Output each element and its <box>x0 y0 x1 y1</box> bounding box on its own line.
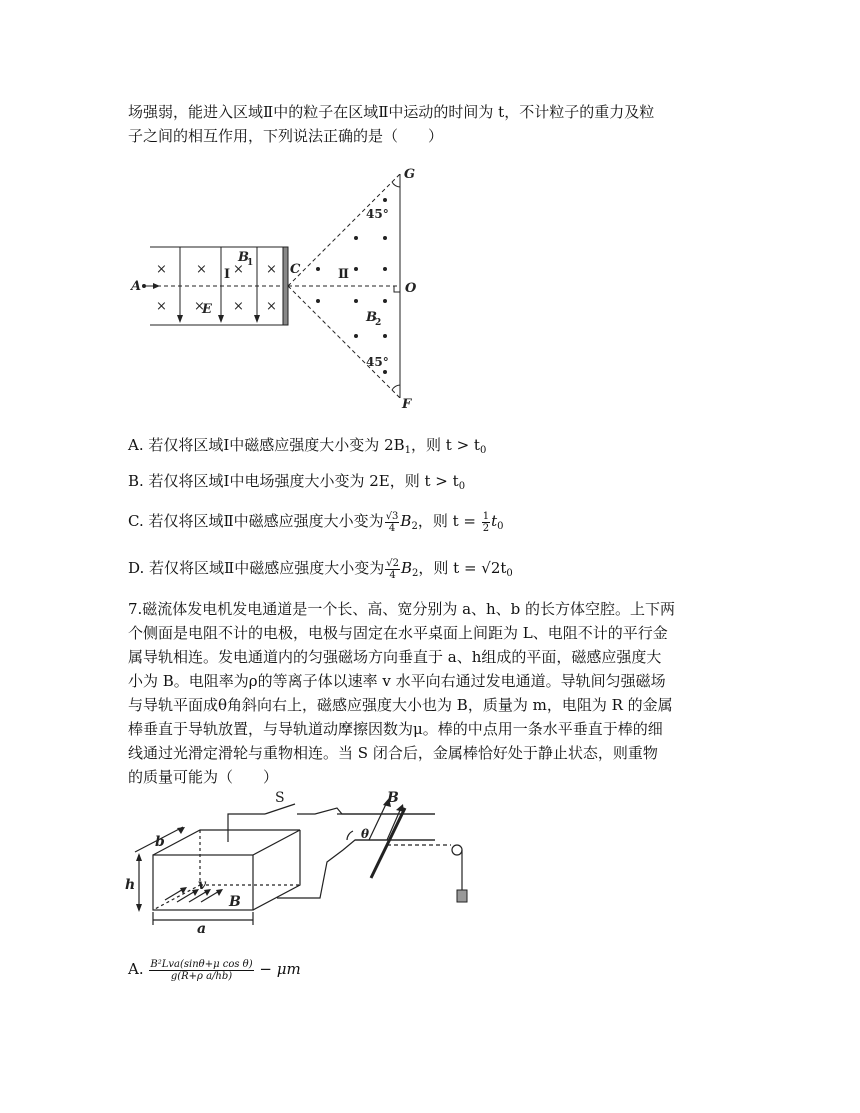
q7-line-7: 线通过光滑定滑轮与重物相连。当 S 闭合后，金属棒恰好处于静止状态，则重物 <box>128 744 658 762</box>
label-E: E <box>202 302 212 317</box>
svg-text:×: × <box>196 262 207 277</box>
q7-line-5: 与导轨平面成θ角斜向右上，磁感应强度大小也为 B，质量为 m，电阻为 R 的金属 <box>128 696 673 714</box>
q7-line-3: 属导轨相连。发电通道内的匀强磁场方向垂直于 a、h组成的平面，磁感应强度大 <box>128 648 662 666</box>
q7-line-8: 的质量可能为（ ） <box>128 768 279 786</box>
figure-fields-regions <box>120 160 440 415</box>
label-region-2: Ⅱ <box>338 267 349 282</box>
q7-line-1: 7.磁流体发电机发电通道是一个长、高、宽分别为 a、h、b 的长方体空腔。上下两 <box>128 600 676 618</box>
svg-text:×: × <box>266 262 277 277</box>
q7-line-4: 小为 B。电阻率为ρ的等离子体以速率 v 水平向右通过发电通道。导轨间匀强磁场 <box>128 672 666 690</box>
q7-line-6: 棒垂直于导轨放置，与导轨道动摩擦因数为μ。棒的中点用一条水平垂直于棒的细 <box>128 720 663 738</box>
intro-line-2: 子之间的相互作用，下列说法正确的是（ ） <box>128 127 444 145</box>
label-b: b <box>155 834 165 850</box>
label-region-1: Ⅰ <box>224 267 231 282</box>
option-7A[interactable]: A. $\frac{\text{B²Lva(sinθ+μ cos θ)}}{\text{g(R+ρ a/hb)}}$ − μm <box>128 958 301 982</box>
label-B1-sub: 1 <box>247 258 254 268</box>
label-a: a <box>197 921 207 937</box>
q7-line-2: 个侧面是电阻不计的电极，电极与固定在水平桌面上间距为 L、电阻不计的平行金 <box>128 624 668 642</box>
option-B[interactable]: B. 若仅将区域Ⅰ中电场强度大小变为 2E，则 $t > t_0$ <box>128 472 466 492</box>
label-B2-sub: 2 <box>375 318 382 328</box>
label-A: A <box>131 279 142 294</box>
label-O: O <box>405 281 417 296</box>
magnetic-field-crosses <box>156 262 277 314</box>
label-B-top: B <box>387 790 399 806</box>
label-h: h <box>125 877 136 893</box>
option-D[interactable]: D. 若仅将区域Ⅱ中磁感应强度大小变为 $\frac{√2}{4}$ $B_2$，则 $t = √2t_0$ <box>128 557 513 581</box>
label-v: v <box>198 877 207 893</box>
intro-line-1: 场强弱，能进入区域Ⅱ中的粒子在区域Ⅱ中运动的时间为 t，不计粒子的重力及粒 <box>128 103 655 121</box>
svg-text:×: × <box>233 299 244 314</box>
svg-text:×: × <box>233 262 244 277</box>
label-angle-bottom: 45° <box>366 355 389 369</box>
label-S: S <box>275 790 285 806</box>
label-F: F <box>402 397 412 412</box>
label-angle-top: 45° <box>366 207 389 221</box>
label-C: C <box>290 262 301 277</box>
option-C[interactable]: C. 若仅将区域Ⅱ中磁感应强度大小变为 $\frac{√3}{4}$ $B_2$，则 t = $\frac{1}{2}$ $t_0$ <box>128 510 504 534</box>
svg-text:×: × <box>156 299 167 314</box>
svg-text:×: × <box>156 262 167 277</box>
label-B1: B <box>238 250 249 265</box>
figure-mhd-generator <box>125 790 485 940</box>
label-G: G <box>404 167 416 182</box>
svg-text:×: × <box>266 299 277 314</box>
label-theta: θ <box>361 827 370 841</box>
label-B2: B <box>366 310 377 325</box>
svg-text:×: × <box>194 299 205 314</box>
option-A[interactable]: A. 若仅将区域Ⅰ中磁感应强度大小变为 $2B_1$，则 $t > t_0$ <box>128 436 487 456</box>
label-B-bottom: B <box>229 894 241 910</box>
